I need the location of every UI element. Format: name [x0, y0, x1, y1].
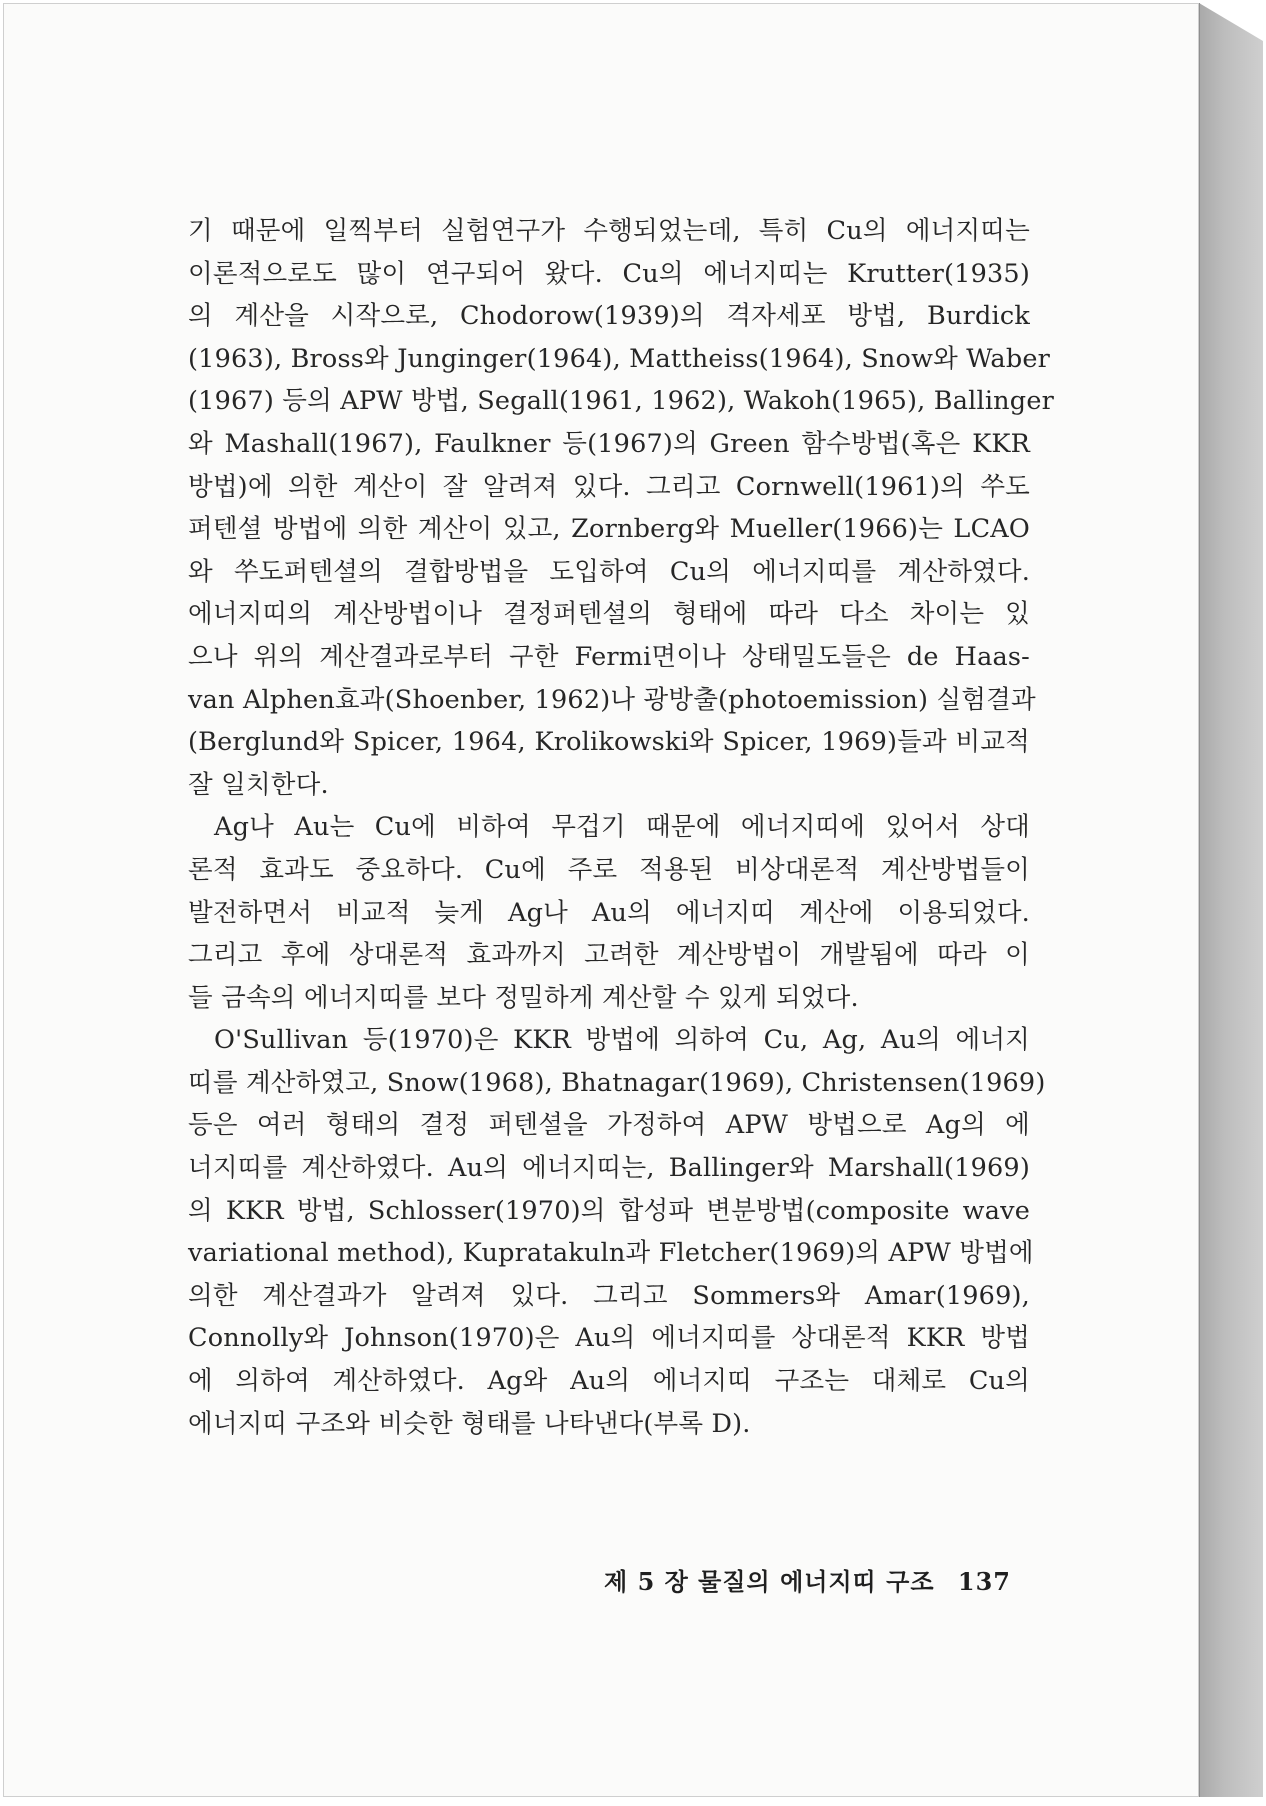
- text-line: variational method), Kupratakuln과 Fletcher(1969)의 APW 방법에: [188, 1238, 1034, 1269]
- text-line: O'Sullivan 등(1970)은 KKR 방법에 의하여 Cu, Ag, Au의 에너지: [214, 1025, 1030, 1056]
- text-line: 의 KKR 방법, Schlosser(1970)의 합성파 변분방법(composite wave: [188, 1195, 1030, 1226]
- text-line: 이론적으로도 많이 연구되어 왔다. Cu의 에너지띠는 Krutter(1935): [188, 258, 1030, 289]
- text-line: 에 의하여 계산하였다. Ag와 Au의 에너지띠 구조는 대체로 Cu의: [188, 1366, 1030, 1397]
- text-line: 에너지띠의 계산방법이나 결정퍼텐셜의 형태에 따라 다소 차이는 있: [188, 599, 1030, 630]
- page-number: 137: [957, 1567, 1011, 1596]
- text-line: 와 쑤도퍼텐셜의 결합방법을 도입하여 Cu의 에너지띠를 계산하였다.: [188, 556, 1030, 587]
- text-line: 등은 여러 형태의 결정 퍼텐셜을 가정하여 APW 방법으로 Ag의 에: [188, 1110, 1030, 1141]
- text-line: 띠를 계산하였고, Snow(1968), Bhatnagar(1969), Christensen(1969): [188, 1067, 1046, 1098]
- text-line: 의 계산을 시작으로, Chodorow(1939)의 격자세포 방법, Burdick: [188, 301, 1030, 332]
- text-line: 발전하면서 비교적 늦게 Ag나 Au의 에너지띠 계산에 이용되었다.: [188, 897, 1030, 928]
- text-line: Connolly와 Johnson(1970)은 Au의 에너지띠를 상대론적 KKR 방법: [188, 1323, 1030, 1354]
- page-edge: [1199, 3, 1263, 1797]
- text-line: (1963), Bross와 Junginger(1964), Mattheiss(1964), Snow와 Waber: [188, 343, 1051, 374]
- text-line: (1967) 등의 APW 방법, Segall(1961, 1962), Wakoh(1965), Ballinger: [188, 386, 1055, 417]
- text-line: van Alphen효과(Shoenber, 1962)나 광방출(photoemission) 실험결과: [188, 684, 1036, 715]
- body-text: [188, 210, 1055, 1445]
- page-edge-line: [1199, 3, 1200, 1797]
- text-line: 그리고 후에 상대론적 효과까지 고려한 계산방법이 개발됨에 따라 이: [188, 940, 1030, 971]
- chapter-title: 제 5 장 물질의 에너지띠 구조: [604, 1567, 935, 1596]
- text-line: 방법)에 의한 계산이 잘 알려져 있다. 그리고 Cornwell(1961)의 쑤도: [188, 471, 1030, 502]
- text-line: 퍼텐셜 방법에 의한 계산이 있고, Zornberg와 Mueller(1966)는 LCAO: [188, 514, 1030, 545]
- text-line: 들 금속의 에너지띠를 보다 정밀하게 계산할 수 있게 되었다.: [188, 982, 859, 1013]
- text-line: 에너지띠 구조와 비슷한 형태를 나타낸다(부록 D).: [188, 1408, 751, 1439]
- text-line: 론적 효과도 중요하다. Cu에 주로 적용된 비상대론적 계산방법들이: [188, 854, 1030, 885]
- text-line: 와 Mashall(1967), Faulkner 등(1967)의 Green 함수방법(혹은 KKR: [188, 428, 1030, 459]
- text-line: (Berglund와 Spicer, 1964, Krolikowski와 Spicer, 1969)들과 비교적: [188, 727, 1030, 758]
- running-footer: [604, 1562, 1011, 1597]
- text-line: 잘 일치한다.: [188, 769, 329, 800]
- text-line: Ag나 Au는 Cu에 비하여 무겁기 때문에 에너지띠에 있어서 상대: [214, 812, 1030, 843]
- text-line: 기 때문에 일찍부터 실험연구가 수행되었는데, 특히 Cu의 에너지띠는: [188, 216, 1030, 246]
- text-line: 너지띠를 계산하였다. Au의 에너지띠는, Ballinger와 Marshall(1969): [188, 1153, 1030, 1184]
- text-line: 으나 위의 계산결과로부터 구한 Fermi면이나 상태밀도들은 de Haas-: [188, 641, 1030, 672]
- text-line: 의한 계산결과가 알려져 있다. 그리고 Sommers와 Amar(1969),: [188, 1280, 1030, 1311]
